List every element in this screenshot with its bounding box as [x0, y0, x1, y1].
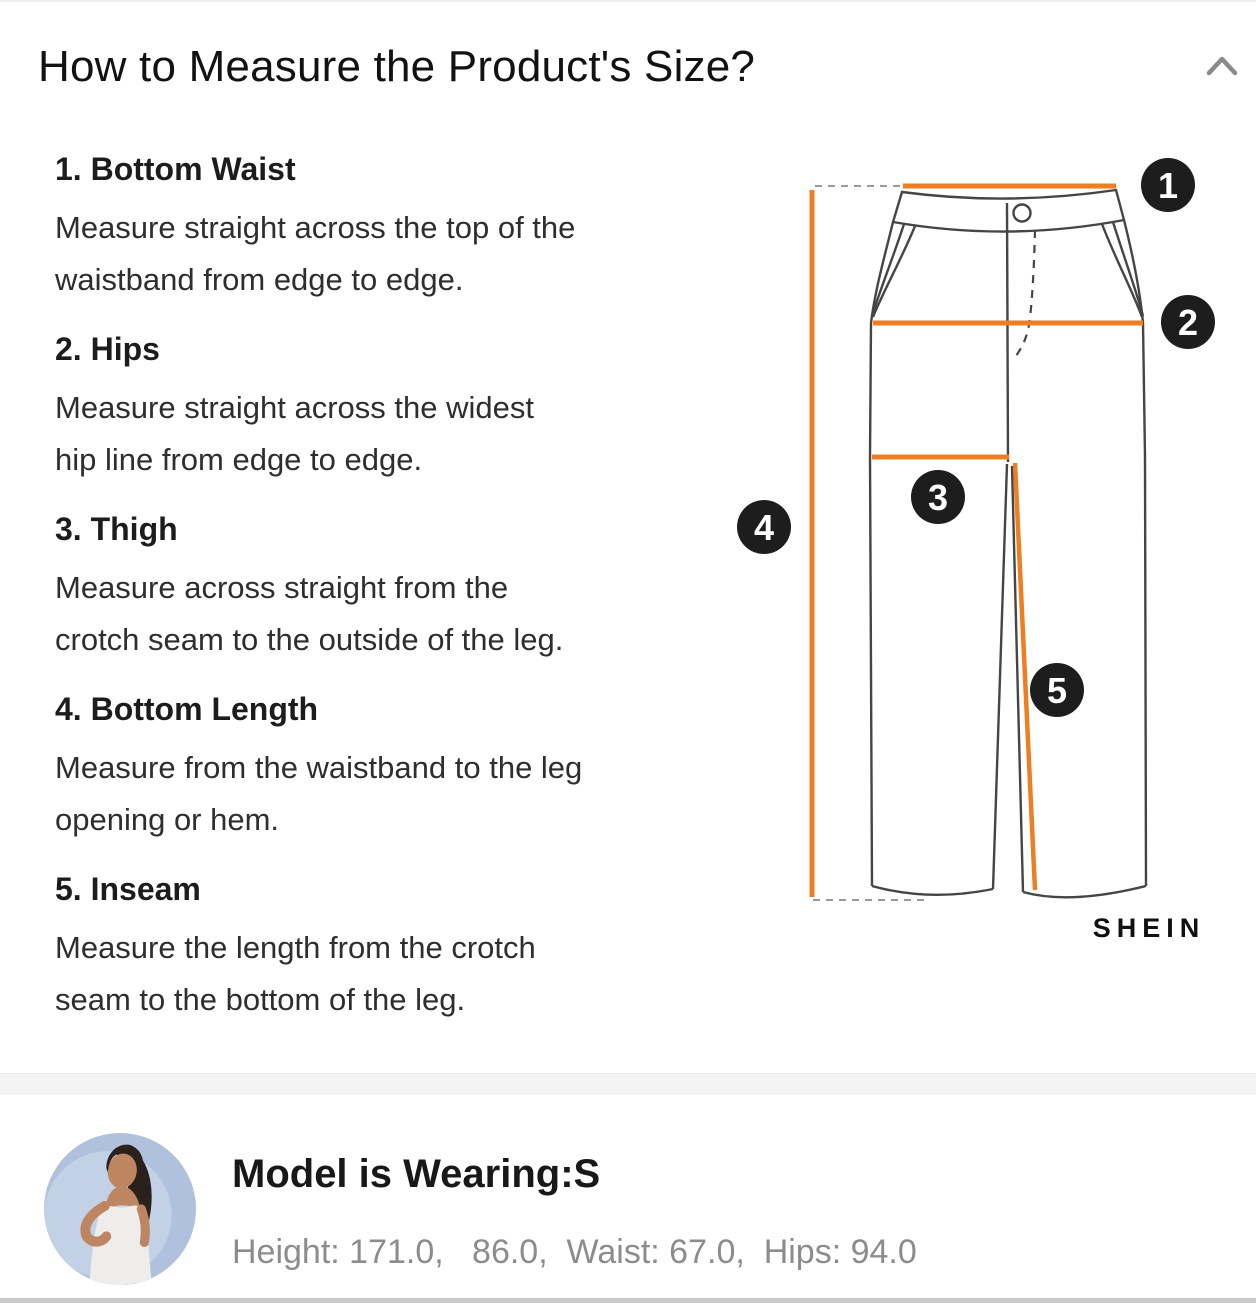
- badge-5: [1030, 663, 1084, 717]
- size-guide-header[interactable]: [0, 0, 1256, 116]
- instruction-item-inseam: [55, 868, 720, 1026]
- instruction-body: Measure the length from the crotch seam to the bottom of the leg.: [55, 930, 536, 1017]
- model-wearing-heading: Model is Wearing:S: [232, 1152, 601, 1196]
- instruction-item-hips: [55, 328, 720, 486]
- section-divider: [0, 1073, 1256, 1095]
- pants-measurement-diagram: [730, 140, 1250, 960]
- svg-text:5: 5: [1046, 670, 1068, 711]
- instruction-item-bottom-waist: [55, 148, 720, 306]
- instruction-body: Measure across straight from the crotch seam to the outside of the leg.: [55, 570, 564, 657]
- svg-text:3: 3: [927, 477, 949, 518]
- bottom-divider: [0, 1298, 1256, 1303]
- instruction-heading: 5. Inseam: [55, 871, 201, 907]
- badge-4: [737, 500, 791, 554]
- model-stats: Height: 171.0, 86.0, Waist: 67.0, Hips: 94.0: [232, 1233, 917, 1271]
- svg-text:4: 4: [753, 507, 775, 548]
- instruction-item-bottom-length: [55, 688, 720, 846]
- instruction-body: Measure straight across the widest hip line from edge to edge.: [55, 390, 534, 477]
- svg-text:2: 2: [1177, 302, 1199, 343]
- model-portrait-art: [44, 1133, 196, 1285]
- instruction-item-thigh: [55, 508, 720, 666]
- measure-instructions: [55, 148, 720, 1048]
- waist-button: [1014, 205, 1031, 222]
- model-avatar: [44, 1133, 196, 1285]
- badge-3: [911, 470, 965, 524]
- badge-2: [1161, 295, 1215, 349]
- instruction-body: Measure straight across the top of the waistband from edge to edge.: [55, 210, 576, 297]
- instruction-heading: 4. Bottom Length: [55, 691, 319, 727]
- chevron-up-icon[interactable]: [1205, 52, 1239, 80]
- section-title: How to Measure the Product's Size?: [38, 42, 756, 91]
- pants-outline: [870, 190, 1146, 897]
- instruction-body: Measure from the waistband to the leg opening or hem.: [55, 750, 583, 837]
- instruction-heading: 3. Thigh: [55, 511, 178, 547]
- badge-1: [1141, 158, 1195, 212]
- instruction-heading: 2. Hips: [55, 331, 160, 367]
- svg-text:1: 1: [1157, 165, 1179, 206]
- shein-logo: SHEIN: [1092, 913, 1206, 943]
- instruction-heading: 1. Bottom Waist: [55, 151, 296, 187]
